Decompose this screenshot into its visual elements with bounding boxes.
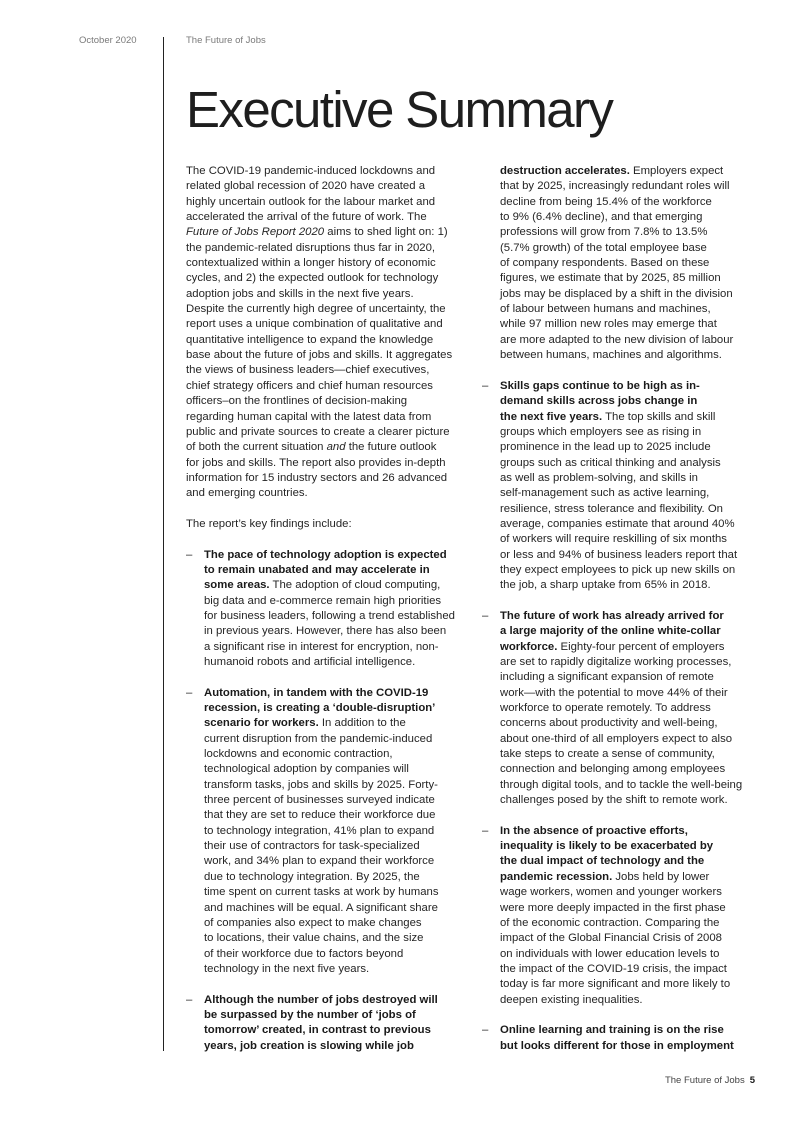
bullet-dash: – [482,379,489,392]
left-column [186,164,464,1054]
finding-future-of-work-arrived: – The future of work has already arrived for a large majority of the online white-collar workforce. Eighty-four percent of employers are set to rapidly digitalize working processes, including a significant expansion of remote work—with the potential to move 44% of their workforce to operate remotely. To address concerns about productivity and well-being, about one-third of all employers expect to also take steps to create a sense of community, connection and belonging among employees through digital tools, and to tackle the well-being challenges posed by the shift to remote work. [482,609,743,807]
header-report-title: The Future of Jobs [186,35,266,46]
report-name-italic: Future of Jobs Report 2020 [186,226,325,239]
page-number: 5 [749,1075,755,1086]
page-title: Executive Summary [186,81,613,138]
finding-technology-adoption: – The pace of technology adoption is expected to remain unabated and may accelerate in some areas. The adoption of cloud computing, big data and e-commerce remain high priorities for business leaders, following a trend established in previous years. However, there has also been a significant rise in interest for encryption, non- humanoid robots and artificial intelligence. [186,548,455,668]
bullet-dash: – [186,993,193,1006]
finding-jobs-destroyed-created: – Although the number of jobs destroyed will be surpassed by the number of ‘jobs of tomorrow’ created, in contrast to previous years, job creation is slowing while job [186,993,438,1052]
bullet-dash: – [482,824,489,837]
finding-double-disruption: – Automation, in tandem with the COVID-19 recession, is creating a ‘double-disruption’ scenario for workers. In addition to the current disruption from the pandemic-induced lockdowns and economic contraction, technological adoption by companies will transform tasks, jobs and skills by 2025. Forty- three percent of businesses surveyed indicate that they are set to reduce their workforce due to technology integration, 41% plan to expand their use of contractors for task-specialized work, and 34% plan to expand their workforce due to technology integration. By 2025, the time spent on current tasks at work by humans and machines will be equal. A significant share of companies also expect to make changes to locations, their value chains, and the size of their workforce due to factors beyond technology in the next five years. [186,686,439,975]
finding-jobs-destroyed-created-continued: destruction accelerates. Employers expect that by 2025, increasingly redundant roles will decline from being 15.4% of the workforce to 9% (6.4% decline), and that emerging professions will grow from 7.8% to 13.5% (5.7% growth) of the total employee base of company respondents. Based on these figures, we estimate that by 2025, 85 million jobs may be displaced by a shift in the division of labour between humans and machines, while 97 million new roles may emerge that are more adapted to the new division of labour between humans, machines and algorithms. [500,165,734,362]
header-date: October 2020 [79,35,137,46]
bullet-dash: – [482,1024,489,1037]
bullet-dash: – [482,609,489,622]
right-column [482,164,758,1054]
finding-inequality: – In the absence of proactive efforts, inequality is likely to be exacerbated by the dual impact of technology and the pandemic recession. Jobs held by lower wage workers, women and younger workers were more deeply impacted in the first phase of the economic contraction. Comparing the impact of the Global Financial Crisis of 2008 on individuals with lower education levels to the impact of the COVID-19 crisis, the impact today is far more significant and more likely to deepen existing inequalities. [482,824,731,1006]
footer-report-title: The Future of Jobs [664,1075,745,1086]
page-footer [665,1075,755,1086]
finding-online-learning: – Online learning and training is on the rise but looks different for those in employment [482,1024,734,1052]
intro-paragraph: The COVID-19 pandemic-induced lockdowns and related global recession of 2020 have created a highly uncertain outlook for the labour market and accelerated the arrival of the future of work. The Future of Jobs Report 2020 aims to shed light on: 1) the pandemic-related disruptions thus far in 2020, contextualized within a longer history of economic cycles, and 2) the expected outlook for technology adoption jobs and skills in the next five years. Despite the currently high degree of uncertainty, the report uses a unique combination of qualitative and quantitative intelligence to expand the knowledge base about the future of jobs and skills. It aggregates the views of business leaders—chief executives, chief strategy officers and chief human resources officers–on the frontlines of decision-making regarding human capital with the latest data from public and private sources to create a clearer picture of both the current situation and the future outlook for jobs and skills. The report also provides in-depth information for 15 industry sectors and 26 advanced and emerging countries. [186,165,453,500]
bullet-dash: – [186,686,193,699]
bullet-dash: – [186,548,193,561]
findings-intro: The report’s key findings include: [186,517,352,530]
finding-skills-gaps: – Skills gaps continue to be high as in- demand skills across jobs change in the next five years. The top skills and skill groups which employers see as rising in prominence in the lead up to 2025 include groups such as critical thinking and analysis as well as problem-solving, and skills in self-management such as active learning, resilience, stress tolerance and flexibility. On average, companies estimate that around 40% of workers will require reskilling of six months or less and 94% of business leaders report that they expect employees to pick up new skills on the job, a sharp uptake from 65% in 2018. [482,379,738,592]
vertical-divider [163,37,164,1051]
